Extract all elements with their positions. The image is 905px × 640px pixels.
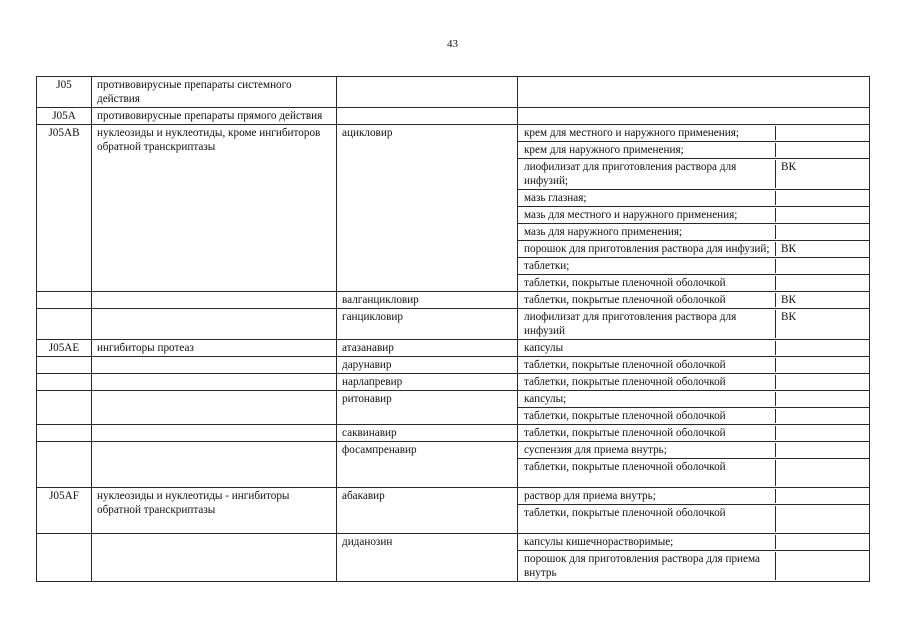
dosage-form-row	[518, 158, 869, 189]
group-name-cell	[92, 442, 337, 488]
vk-mark	[775, 489, 869, 503]
dosage-form-text: крем для местного и наружного применения;	[524, 127, 739, 139]
dosage-form-row	[518, 374, 869, 390]
vk-mark	[775, 259, 869, 273]
dosage-form-text: мазь для наружного применения;	[524, 226, 683, 238]
dosage-form-row	[518, 550, 869, 581]
dosage-form-row	[518, 534, 869, 550]
dosage-form-row	[518, 504, 869, 533]
group-name-cell	[92, 425, 337, 442]
dosage-forms-cell	[518, 309, 870, 340]
vk-mark	[775, 409, 869, 423]
substance-name-cell	[337, 77, 518, 108]
dosage-form-text: таблетки, покрытые пленочной оболочкой	[524, 461, 726, 473]
atc-code-cell	[37, 425, 92, 442]
group-name-cell: ингибиторы протеаз	[92, 340, 337, 357]
table-row	[37, 292, 870, 309]
dosage-form-text: суспензия для приема внутрь;	[524, 444, 667, 456]
group-name-cell: противовирусные препараты прямого действия	[92, 108, 337, 125]
dosage-form-row	[518, 357, 869, 373]
dosage-form-text: крем для наружного применения;	[524, 144, 684, 156]
dosage-form-row	[518, 292, 869, 308]
dosage-forms-cell	[518, 488, 870, 534]
dosage-form-text: раствор для приема внутрь;	[524, 490, 656, 502]
group-name-cell	[92, 292, 337, 309]
substance-name-cell: диданозин	[337, 534, 518, 582]
vk-mark	[775, 392, 869, 406]
dosage-form-text: таблетки, покрытые пленочной оболочкой	[524, 277, 726, 289]
atc-code-cell	[37, 442, 92, 488]
dosage-form-text: мазь для местного и наружного применения;	[524, 209, 738, 221]
dosage-form-row	[518, 77, 869, 79]
dosage-forms-cell	[518, 108, 870, 125]
vk-mark	[775, 191, 869, 205]
atc-code-cell	[37, 309, 92, 340]
table-row	[37, 357, 870, 374]
vk-mark	[775, 535, 869, 549]
dosage-forms-cell	[518, 77, 870, 108]
dosage-form-text: мазь глазная;	[524, 192, 587, 204]
vk-mark	[775, 506, 869, 532]
vk-mark	[775, 341, 869, 355]
vk-mark	[775, 276, 869, 290]
atc-code-cell	[37, 534, 92, 582]
page-number: 43	[447, 38, 458, 50]
dosage-form-row	[518, 340, 869, 356]
dosage-form-text: капсулы;	[524, 393, 567, 405]
vk-mark: ВК	[775, 242, 869, 256]
dosage-form-row	[518, 108, 869, 110]
substance-name-cell: саквинавир	[337, 425, 518, 442]
group-name-cell	[92, 357, 337, 374]
dosage-form-row	[518, 425, 869, 441]
dosage-forms-cell	[518, 357, 870, 374]
dosage-form-text: порошок для приготовления раствора для приема внутрь	[524, 553, 760, 579]
table-row	[37, 374, 870, 391]
dosage-form-text: порошок для приготовления раствора для инфузий;	[524, 243, 770, 255]
table-row	[37, 125, 870, 292]
table-row	[37, 340, 870, 357]
substance-name-cell: атазанавир	[337, 340, 518, 357]
dosage-form-text: капсулы	[524, 342, 564, 354]
dosage-form-text: таблетки, покрытые пленочной оболочкой	[524, 294, 726, 306]
group-name-cell: противовирусные препараты системного действия	[92, 77, 337, 108]
vk-mark: ВК	[775, 310, 869, 338]
substance-name-cell: валганцикловир	[337, 292, 518, 309]
substance-name-cell	[337, 108, 518, 125]
dosage-form-row	[518, 407, 869, 424]
substance-name-cell: дарунавир	[337, 357, 518, 374]
dosage-forms-cell	[518, 425, 870, 442]
medication-table	[36, 76, 870, 582]
vk-mark	[775, 552, 869, 580]
vk-mark	[775, 460, 869, 486]
group-name-cell	[92, 309, 337, 340]
dosage-forms-cell	[518, 391, 870, 425]
dosage-form-row	[518, 125, 869, 141]
table-row	[37, 488, 870, 534]
dosage-form-text: таблетки, покрытые пленочной оболочкой	[524, 410, 726, 422]
table-row	[37, 442, 870, 488]
table-row	[37, 391, 870, 425]
vk-mark	[775, 426, 869, 440]
atc-code-cell	[37, 357, 92, 374]
dosage-form-text: капсулы кишечнорастворимые;	[524, 536, 674, 548]
vk-mark: ВК	[775, 293, 869, 307]
table-row	[37, 309, 870, 340]
dosage-form-row	[518, 206, 869, 223]
atc-code-cell: J05AB	[37, 125, 92, 292]
dosage-form-row	[518, 391, 869, 407]
dosage-form-text: таблетки;	[524, 260, 570, 272]
substance-name-cell: нарлапревир	[337, 374, 518, 391]
vk-mark	[775, 126, 869, 140]
atc-code-cell: J05A	[37, 108, 92, 125]
dosage-form-row	[518, 189, 869, 206]
group-name-cell: нуклеозиды и нуклеотиды, кроме ингибиторов обратной транскриптазы	[92, 125, 337, 292]
group-name-cell	[92, 534, 337, 582]
dosage-form-text: таблетки, покрытые пленочной оболочкой	[524, 427, 726, 439]
dosage-form-row	[518, 458, 869, 487]
vk-mark	[775, 143, 869, 157]
atc-code-cell	[37, 374, 92, 391]
atc-code-cell: J05	[37, 77, 92, 108]
substance-name-cell: ритонавир	[337, 391, 518, 425]
dosage-form-text: таблетки, покрытые пленочной оболочкой	[524, 507, 726, 519]
dosage-forms-cell	[518, 340, 870, 357]
dosage-form-row	[518, 442, 869, 458]
table-row	[37, 108, 870, 125]
dosage-form-text: лиофилизат для приготовления раствора для инфузий	[524, 311, 737, 337]
dosage-form-text: лиофилизат для приготовления раствора для инфузий;	[524, 161, 737, 187]
atc-code-cell: J05AF	[37, 488, 92, 534]
dosage-form-text: таблетки, покрытые пленочной оболочкой	[524, 359, 726, 371]
atc-code-cell: J05AE	[37, 340, 92, 357]
atc-code-cell	[37, 292, 92, 309]
group-name-cell	[92, 374, 337, 391]
substance-name-cell: ганцикловир	[337, 309, 518, 340]
group-name-cell	[92, 391, 337, 425]
dosage-form-row	[518, 141, 869, 158]
vk-mark: ВК	[775, 160, 869, 188]
dosage-forms-cell	[518, 292, 870, 309]
table-row	[37, 534, 870, 582]
substance-name-cell: ацикловир	[337, 125, 518, 292]
dosage-forms-cell	[518, 125, 870, 292]
dosage-form-row	[518, 488, 869, 504]
vk-mark	[775, 208, 869, 222]
dosage-forms-cell	[518, 534, 870, 582]
vk-mark	[775, 375, 869, 389]
table-row	[37, 425, 870, 442]
table-row	[37, 77, 870, 108]
atc-code-cell	[37, 391, 92, 425]
dosage-forms-cell	[518, 442, 870, 488]
dosage-form-row	[518, 240, 869, 257]
dosage-form-row	[518, 274, 869, 291]
substance-name-cell: фосампренавир	[337, 442, 518, 488]
vk-mark	[775, 225, 869, 239]
dosage-form-row	[518, 257, 869, 274]
dosage-form-row	[518, 223, 869, 240]
dosage-form-row	[518, 309, 869, 339]
dosage-form-text: таблетки, покрытые пленочной оболочкой	[524, 376, 726, 388]
substance-name-cell: абакавир	[337, 488, 518, 534]
group-name-cell: нуклеозиды и нуклеотиды - ингибиторы обратной транскриптазы	[92, 488, 337, 534]
vk-mark	[775, 443, 869, 457]
dosage-forms-cell	[518, 374, 870, 391]
vk-mark	[775, 358, 869, 372]
